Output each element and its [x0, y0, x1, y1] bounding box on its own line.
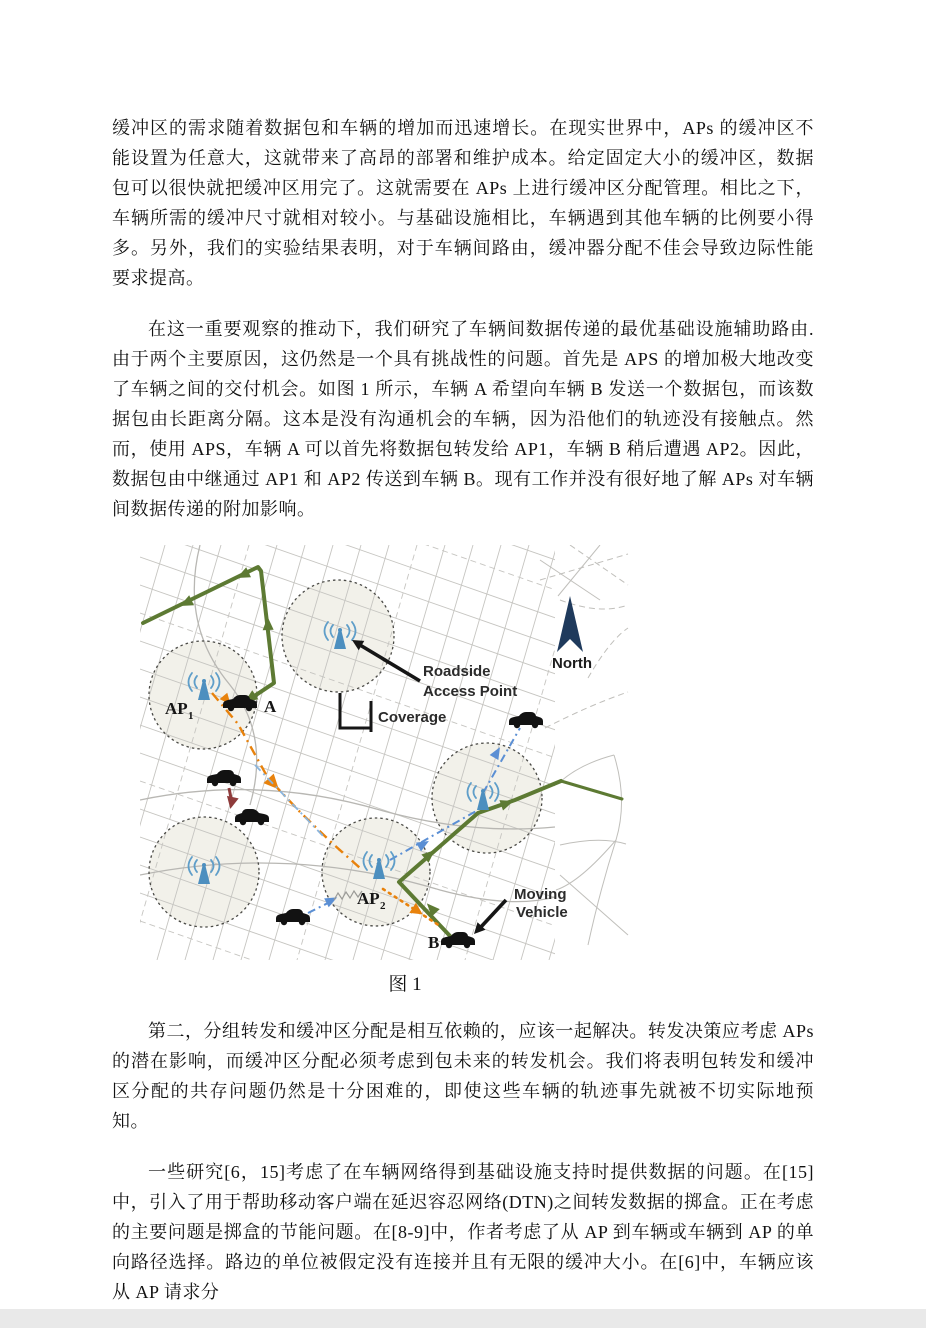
- figure-1: [140, 545, 810, 996]
- vehicle-b-label: B: [428, 933, 440, 952]
- figure-caption: 图 1: [388, 974, 422, 995]
- north-label: North: [552, 655, 592, 672]
- roadside-access-point-label-2: Access Point: [423, 683, 518, 700]
- vehicle-heading-arrow: [224, 788, 238, 810]
- moving-vehicle-label: Moving: [514, 886, 567, 903]
- vehicle-icon: [235, 809, 269, 825]
- north-compass-icon: [552, 596, 592, 672]
- paragraph-2: 在这一重要观察的推动下，我们研究了车辆间数据传递的最优基础设施辅助路由.由于两个主要原因，这仍然是一个具有挑战性的问题。首先是 APS 的增加极大地改变了车辆之间的交付机会。如图 1 所示，车辆 A 希望向车辆 B 发送一个数据包，而该数据包由长距离分隔。这本是没有沟通机会的车辆，因为沿他们的轨迹没有接触点。然而，使用 APS，车辆 A 可以首先将数据包转发给 AP1，车辆 B 稍后遭遇 AP2。因此，数据包由中继通过 AP1 和 AP2 传送到车辆 B。现有工作并没有很好地了解 APs 对车辆间数据传递的附加影响。: [112, 319, 814, 519]
- coverage-area-fills: [149, 580, 542, 927]
- vehicle-a-label: A: [264, 697, 277, 716]
- figure-1-map: [140, 545, 810, 960]
- paragraph-4: 一些研究[6，15]考虑了在车辆网络得到基础设施支持时提供数据的问题。在[15]中，引入了用于帮助移动客户端在延迟容忍网络(DTN)之间转发数据的掷盒。正在考虑的主要问题是掷盒的节能问题。在[8-9]中，作者考虑了从 AP 到车辆或车辆到 AP 的单向路径选择。路边的单位被假定没有连接并且有无限的缓冲大小。在[6]中，车辆应该从 AP 请求分: [112, 1162, 814, 1302]
- roadside-access-point-label: Roadside: [423, 663, 491, 680]
- moving-vehicle-label-2: Vehicle: [516, 904, 568, 921]
- vehicle-icon: [509, 712, 543, 728]
- ap1-label-subscript: 1: [188, 710, 194, 722]
- vehicle-icon: [276, 909, 310, 925]
- vehicle-icon: [207, 770, 241, 786]
- moving-vehicle-annotation: [474, 886, 568, 934]
- ap1-label: AP: [165, 699, 188, 718]
- text-block: [112, 113, 814, 1328]
- coverage-label: Coverage: [378, 709, 447, 726]
- ap2-label: AP: [357, 889, 380, 908]
- paragraph-3: 第二，分组转发和缓冲区分配是相互依赖的，应该一起解决。转发决策应考虑 APs 的潜在影响，而缓冲区分配必须考虑到包未来的转发机会。我们将表明包转发和缓冲区分配的共存问题仍然是十分困难的，即使这些车辆的轨迹事先就被不切实际地预知。: [112, 1021, 814, 1131]
- road-right-side: [540, 545, 628, 945]
- paragraph-1: 缓冲区的需求随着数据包和车辆的增加而迅速增长。在现实世界中，APs 的缓冲区不能设置为任意大，这就带来了高昂的部署和维护成本。给定固定大小的缓冲区，数据包可以很快就把缓冲区用完了。这就需要在 APs 上进行缓冲区分配管理。相比之下，车辆所需的缓冲尺寸就相对较小。与基础设施相比，车辆遇到其他车辆的比例要小得多。另外，我们的实验结果表明，对于车辆间路由，缓冲器分配不佳会导致边际性能要求提高。: [112, 118, 814, 288]
- ap2-label-subscript: 2: [380, 900, 386, 912]
